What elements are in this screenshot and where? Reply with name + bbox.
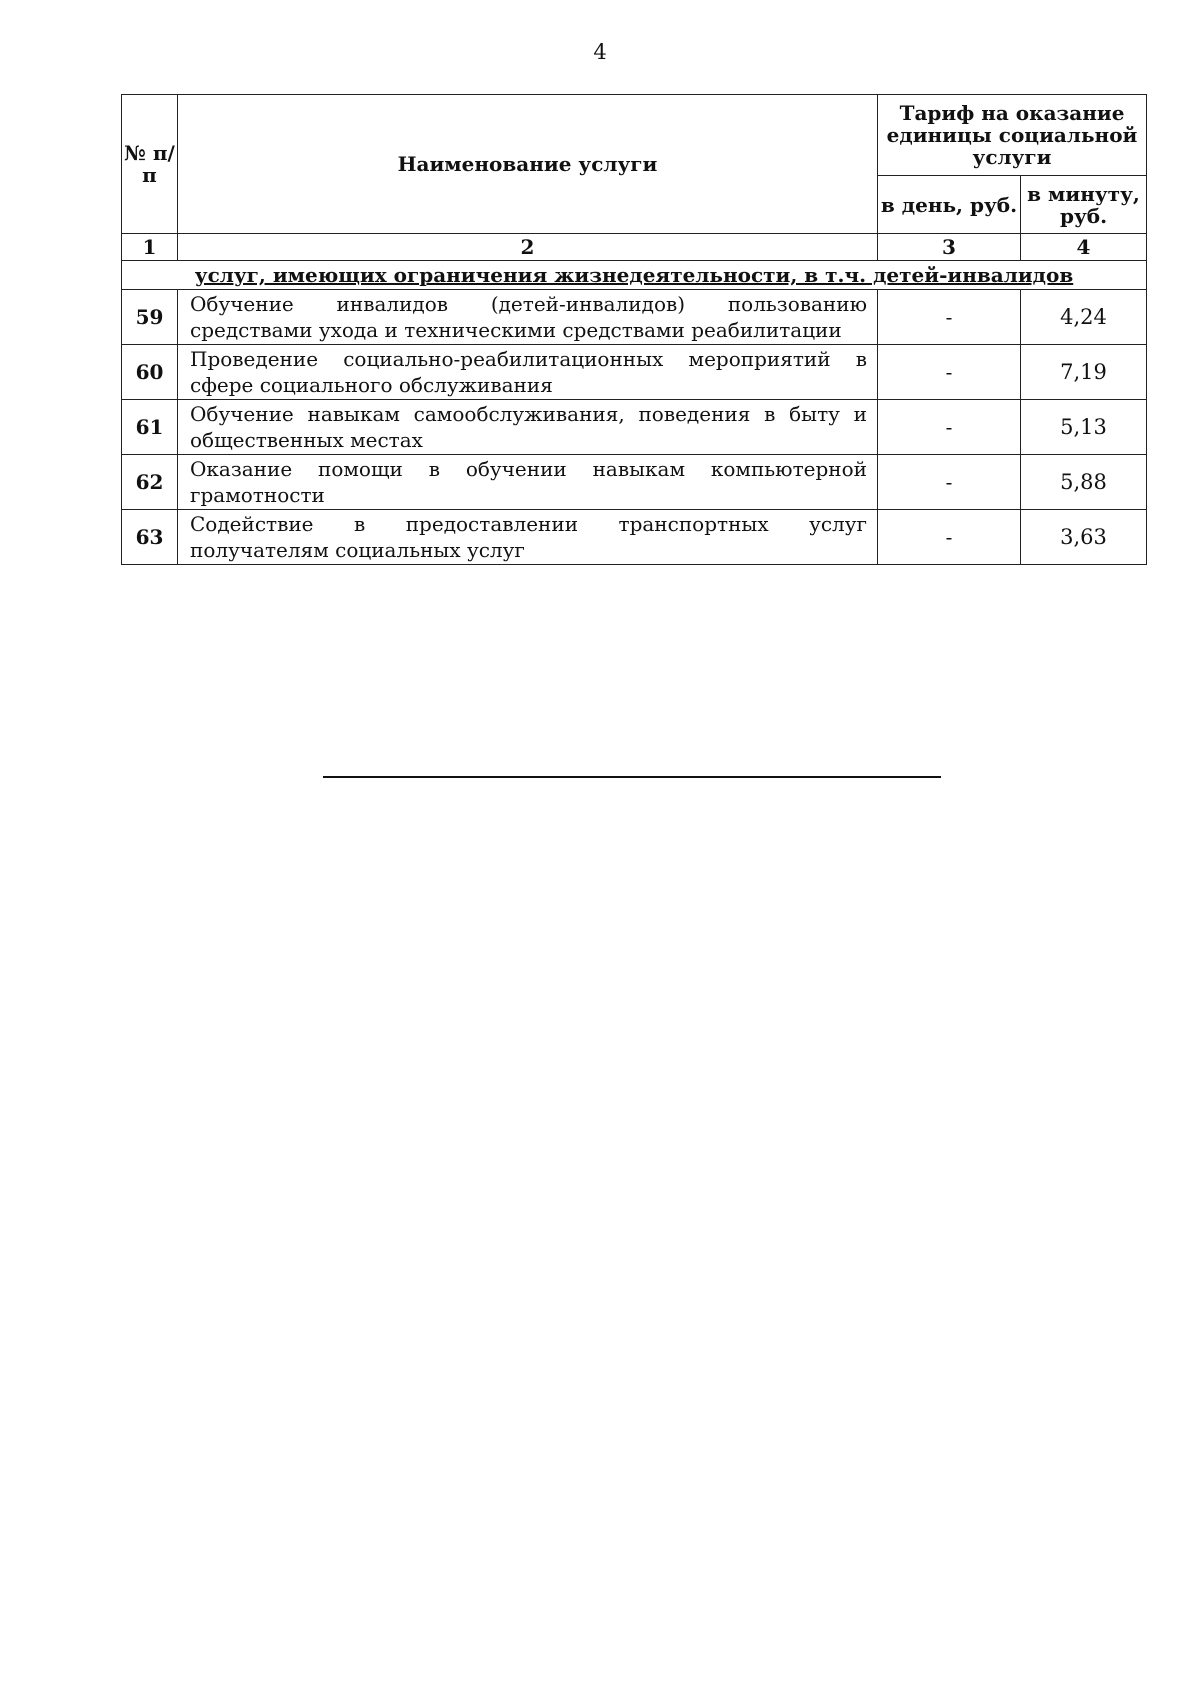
table-row bbox=[122, 400, 1147, 455]
row-number: 59 bbox=[122, 290, 178, 345]
section-row bbox=[122, 261, 1147, 290]
header-per-minute: в минуту, руб. bbox=[1021, 176, 1147, 234]
row-number: 62 bbox=[122, 455, 178, 510]
header-per-day: в день, руб. bbox=[878, 176, 1021, 234]
service-name: Оказание помощи в обучении навыкам компьютерной грамотности bbox=[178, 455, 878, 510]
service-name: Обучение навыкам самообслуживания, поведения в быту и общественных местах bbox=[178, 400, 878, 455]
tariff-per-minute: 7,19 bbox=[1021, 345, 1147, 400]
header-service-name: Наименование услуги bbox=[178, 95, 878, 234]
tariff-per-day: - bbox=[878, 290, 1021, 345]
column-number: 4 bbox=[1021, 234, 1147, 261]
column-number-row bbox=[122, 234, 1147, 261]
table-row bbox=[122, 510, 1147, 565]
table-row bbox=[122, 290, 1147, 345]
row-number: 63 bbox=[122, 510, 178, 565]
table-row bbox=[122, 455, 1147, 510]
header-number: № п/п bbox=[122, 95, 178, 234]
tariff-per-day: - bbox=[878, 510, 1021, 565]
tariff-per-minute: 4,24 bbox=[1021, 290, 1147, 345]
row-number: 60 bbox=[122, 345, 178, 400]
section-title: услуг, имеющих ограничения жизнедеятельности, в т.ч. детей-инвалидов bbox=[122, 261, 1147, 290]
column-number: 3 bbox=[878, 234, 1021, 261]
tariff-table bbox=[121, 94, 1147, 565]
service-name: Содействие в предоставлении транспортных услуг получателям социальных услуг bbox=[178, 510, 878, 565]
tariff-per-day: - bbox=[878, 455, 1021, 510]
end-divider-line bbox=[323, 776, 941, 778]
tariff-per-day: - bbox=[878, 400, 1021, 455]
column-number: 2 bbox=[178, 234, 878, 261]
tariff-per-minute: 5,88 bbox=[1021, 455, 1147, 510]
row-number: 61 bbox=[122, 400, 178, 455]
service-name: Обучение инвалидов (детей-инвалидов) пользованию средствами ухода и техническими средствами реабилитации bbox=[178, 290, 878, 345]
column-number: 1 bbox=[122, 234, 178, 261]
tariff-per-minute: 5,13 bbox=[1021, 400, 1147, 455]
page-number: 4 bbox=[593, 40, 607, 64]
table-row bbox=[122, 345, 1147, 400]
service-name: Проведение социально-реабилитационных мероприятий в сфере социального обслуживания bbox=[178, 345, 878, 400]
tariff-per-day: - bbox=[878, 345, 1021, 400]
tariff-per-minute: 3,63 bbox=[1021, 510, 1147, 565]
header-tariff: Тариф на оказание единицы социальной услуги bbox=[878, 95, 1147, 176]
